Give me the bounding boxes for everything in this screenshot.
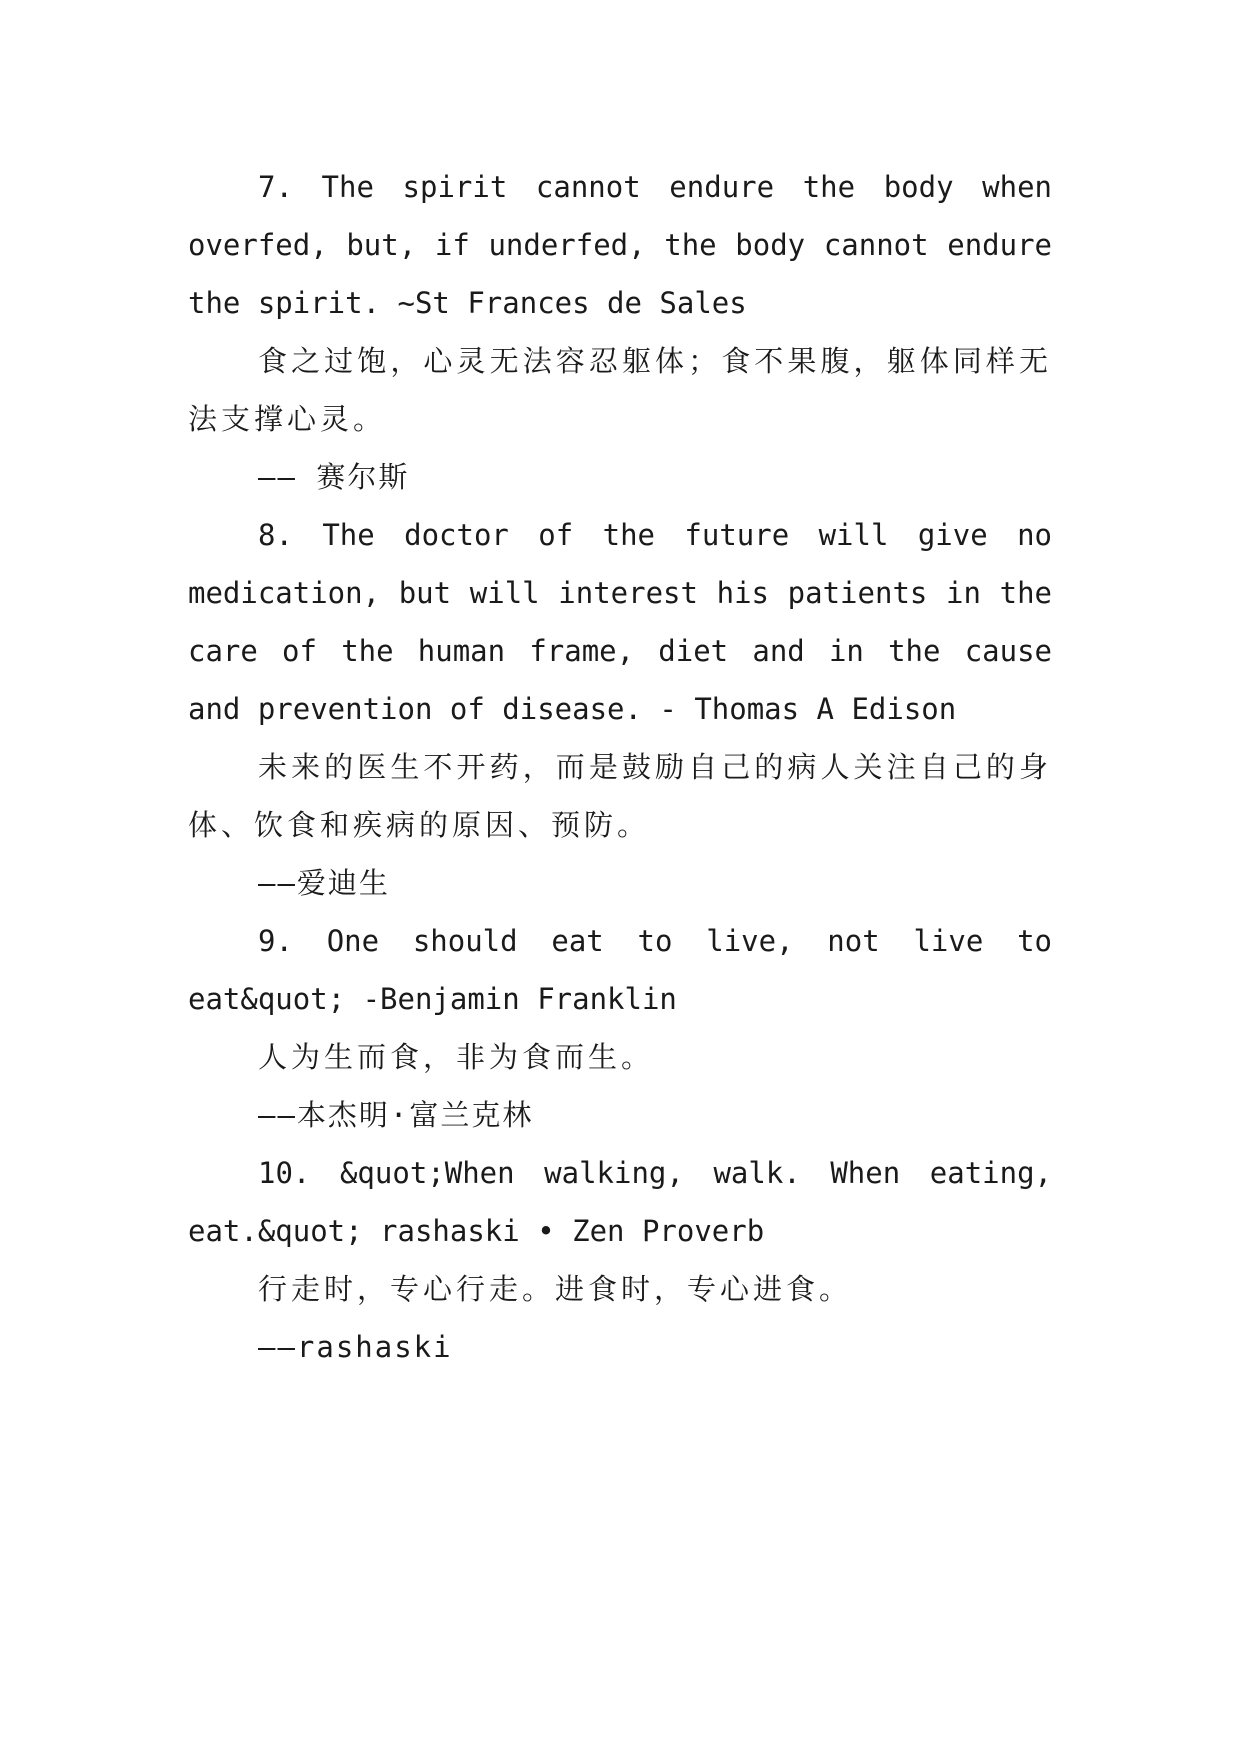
entry-10-english: 10. &quot;When walking, walk. When eating, eat.&quot; rashaski • Zen Proverb: [188, 1156, 1052, 1248]
entry-8-english: 8. The doctor of the future will give no medication, but will interest his patients in the care of the human frame, diet and in the cause and prevention of disease. - Thomas A Edison: [188, 518, 1052, 726]
entry-9-chinese: 人为生而食，非为食而生。: [258, 1040, 655, 1074]
entry-7-chinese: 食之过饱，心灵无法容忍躯体；食不果腹，躯体同样无法支撑心灵。: [188, 344, 1052, 436]
entry-7-attribution: —— 赛尔斯: [258, 460, 410, 494]
entry-9-english: 9. One should eat to live, not live to eat&quot; -Benjamin Franklin: [188, 924, 1052, 1016]
entry-10-attribution: ——rashaski: [258, 1330, 453, 1364]
document-page: [188, 158, 1052, 1376]
entry-10-chinese: 行走时，专心行走。进食时，专心进食。: [258, 1272, 853, 1306]
entry-7-english: 7. The spirit cannot endure the body when overfed, but, if underfed, the body cannot endure the spirit. ~St Frances de Sales: [188, 170, 1052, 320]
entry-8-attribution: ——爱迪生: [258, 866, 390, 900]
entry-8-chinese: 未来的医生不开药，而是鼓励自己的病人关注自己的身体、饮食和疾病的原因、预防。: [188, 750, 1052, 842]
entry-9-attribution: ——本杰明·富兰克林: [258, 1098, 534, 1132]
